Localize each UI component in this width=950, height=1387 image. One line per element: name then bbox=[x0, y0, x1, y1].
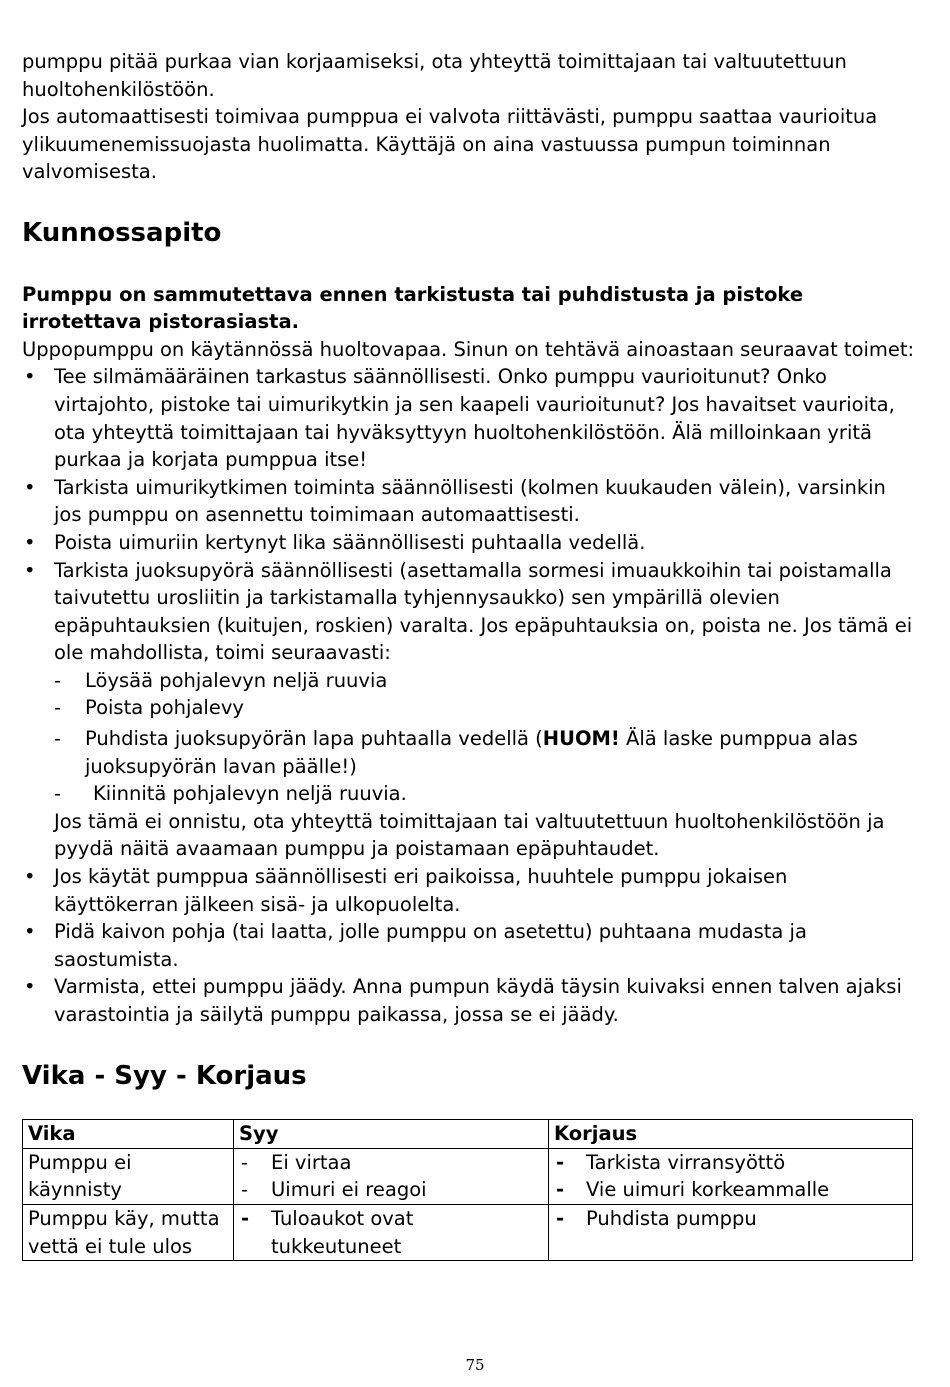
column-header-cause: Syy bbox=[234, 1120, 549, 1149]
cause-item: - Tuloaukot ovat tukkeutuneet bbox=[239, 1205, 543, 1260]
step-item: - Poista pohjalevy bbox=[54, 694, 917, 722]
troubleshooting-table bbox=[22, 1119, 913, 1261]
fix-item: - Puhdista pumppu bbox=[554, 1205, 907, 1233]
column-header-fix: Korjaus bbox=[549, 1120, 913, 1149]
fix-item: - Tarkista virransyöttö bbox=[554, 1149, 907, 1177]
cause-item: - Uimuri ei reagoi bbox=[239, 1176, 543, 1204]
impeller-steps-list bbox=[54, 667, 917, 808]
list-item: • Varmista, ettei pumppu jäädy. Anna pumpun käydä täysin kuivaksi ennen talven ajaksi varastointia ja säilytä pumppu paikassa, jossa se ei jäädy. bbox=[22, 973, 917, 1028]
fix-item: - Vie uimuri korkeammalle bbox=[554, 1176, 907, 1204]
list-item: • Tee silmämääräinen tarkastus säännöllisesti. Onko pumppu vaurioitunut? Onko virtajohto, pistoke tai uimurikytkin ja sen kaapeli vaurioitunut? Jos havaitset vaurioita, ota yhteyttä toimittajaan tai hyväksyttyyn huoltohenkilöstöön. Älä milloinkaan yritä purkaa ja korjata pumppua itse! bbox=[22, 363, 917, 473]
table-row bbox=[23, 1204, 913, 1260]
fix-cell bbox=[549, 1148, 913, 1204]
list-item: • Tarkista juoksupyörä säännöllisesti (asettamalla sormesi imuaukkoihin tai poistamalla taivutettu urosliitin ja tarkistamalla tyhjennysaukko) sen ympärillä olevien epäpuhtauksien (kuitujen, roskien) varalta. Jos epäpuhtauksia on, poista ne. Jos tämä ei ole mahdollista, toimi seuraavasti: - Löysää pohjalevyn neljä ruuvia - Poista pohjalevy - Puhdista juoksupyörän lapa puhtaalla vedellä (HUOM! Älä laske pumppua alas juoksupyörän lavan päälle!) - Kiinnitä pohjalevyn neljä ruuvia. Jos tämä ei onnistu, ota yhteyttä toimittajaan tai valtuutettuun huoltohenkilöstöön ja pyydä näitä avaamaan pumppu ja poistamaan epäpuhtaudet. bbox=[22, 557, 917, 864]
cause-cell bbox=[234, 1204, 549, 1260]
fault-cell: Pumppu ei käynnisty bbox=[23, 1148, 234, 1204]
list-item: • Poista uimuriin kertynyt lika säännöllisesti puhtaalla vedellä. bbox=[22, 529, 917, 557]
table-row bbox=[23, 1148, 913, 1204]
step-item: - Kiinnitä pohjalevyn neljä ruuvia. bbox=[54, 780, 917, 808]
intro-paragraph-2: Jos automaattisesti toimivaa pumppua ei valvota riittävästi, pumppu saattaa vaurioitua ylikuumenemissuojasta huolimatta. Käyttäjä on aina vastuussa pumpun toiminnan valvomisesta. bbox=[22, 105, 878, 184]
column-header-fault: Vika bbox=[23, 1120, 234, 1149]
note-emphasis: HUOM! bbox=[542, 727, 620, 751]
maintenance-heading: Kunnossapito bbox=[22, 217, 222, 248]
step-item: - Löysää pohjalevyn neljä ruuvia bbox=[54, 667, 917, 695]
table-header-row bbox=[23, 1120, 913, 1149]
fault-cell: Pumppu käy, mutta vettä ei tule ulos bbox=[23, 1204, 234, 1260]
list-item: • Tarkista uimurikytkimen toiminta säännöllisesti (kolmen kuukauden välein), varsinkin jos pumppu on asennettu toimimaan automaattisesti. bbox=[22, 474, 917, 529]
maintenance-list bbox=[22, 363, 917, 1028]
fix-cell bbox=[549, 1204, 913, 1260]
intro-paragraph-1: pumppu pitää purkaa vian korjaamiseksi, ota yhteyttä toimittajaan tai valtuutettuun huoltohenkilöstöön. bbox=[22, 50, 847, 101]
list-item: • Jos käytät pumppua säännöllisesti eri paikoissa, huuhtele pumppu jokaisen käyttökerran jälkeen sisä- ja ulkopuolelta. bbox=[22, 863, 917, 918]
maintenance-lead: Uppopumppu on käytännössä huoltovapaa. Sinun on tehtävä ainoastaan seuraavat toimet: bbox=[22, 337, 915, 361]
step-item: - Puhdista juoksupyörän lapa puhtaalla vedellä (HUOM! Älä laske pumppua alas juoksupyörän lavan päälle!) bbox=[54, 725, 917, 780]
page-number: 75 bbox=[465, 1356, 485, 1374]
cause-item: - Ei virtaa bbox=[239, 1149, 543, 1177]
list-item: • Pidä kaivon pohja (tai laatta, jolle pumppu on asetettu) puhtaana mudasta ja saostumista. bbox=[22, 918, 917, 973]
cause-cell bbox=[234, 1148, 549, 1204]
troubleshooting-heading: Vika - Syy - Korjaus bbox=[22, 1060, 307, 1091]
document-page bbox=[22, 48, 917, 1261]
list-item-tail: Jos tämä ei onnistu, ota yhteyttä toimittajaan tai valtuutettuun huoltohenkilöstöön ja pyydä näitä avaamaan pumppu ja poistamaan epäpuhtaudet. bbox=[54, 809, 885, 861]
maintenance-warning: Pumppu on sammutettava ennen tarkistusta tai puhdistusta ja pistoke irrotettava pistorasiasta. bbox=[22, 282, 804, 334]
